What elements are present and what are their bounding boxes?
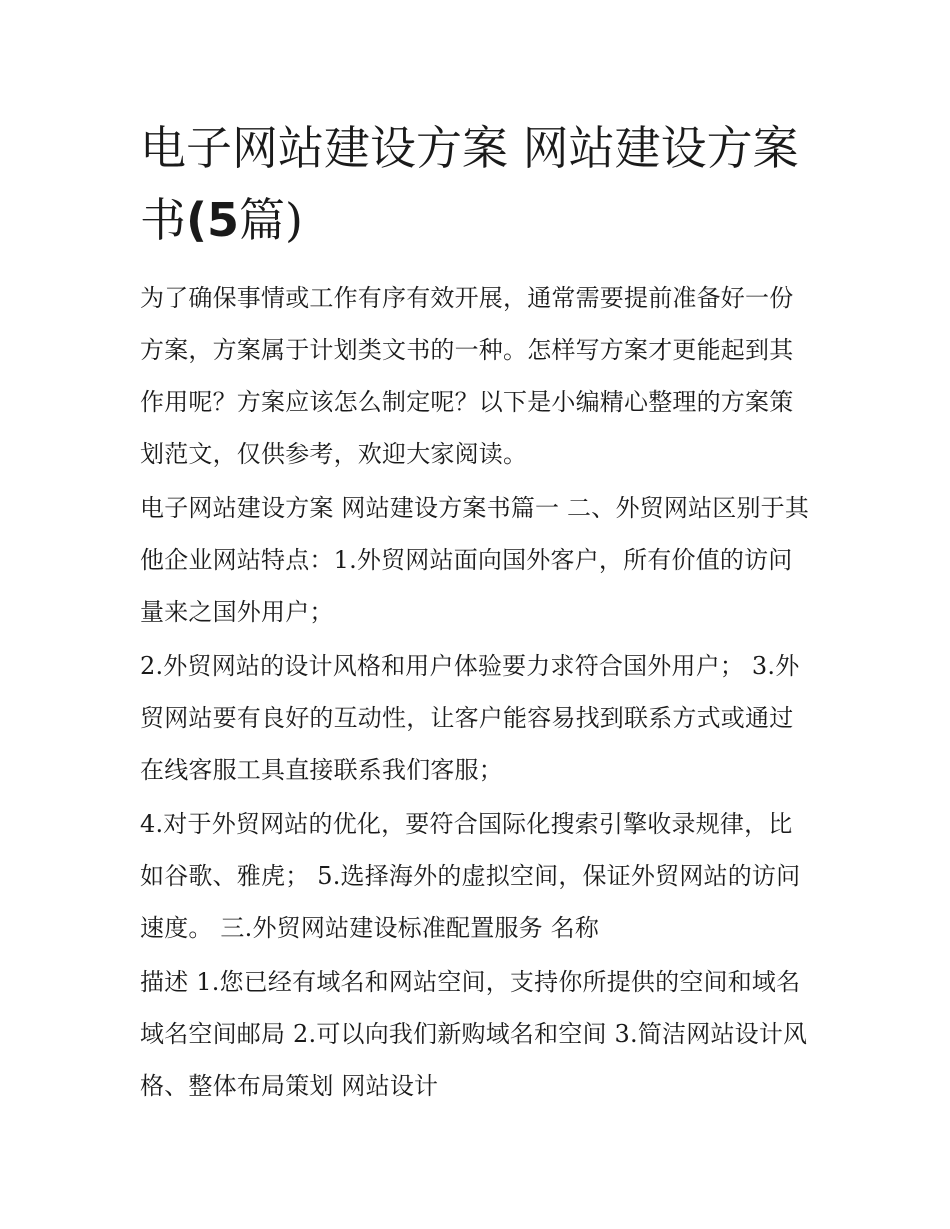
paragraph-section-2: 电子网站建设方案 网站建设方案书篇一 二、外贸网站区别于其他企业网站特点：1.外贸网站面向国外客户，所有价值的访问量来之国外用户； [140,494,810,626]
title-main-text: 电子网站建设方案 网站建设方案书 [140,121,799,247]
paragraph-intro: 为了确保事情或工作有序有效开展，通常需要提前准备好一份方案，方案属于计划类文书的一种。怎样写方案才更能起到其作用呢？方案应该怎么制定呢？以下是小编精心整理的方案策划范文，仅供参考，欢迎大家阅读。 [140,284,794,468]
document-page [140,112,812,1114]
paragraph-config-description: 描述 1.您已经有域名和网站空间，支持你所提供的空间和域名域名空间邮局 2.可以向我们新购域名和空间 3.简洁网站设计风格、整体布局策划 网站设计 [140,968,808,1100]
title-count: (5 [186,193,240,247]
paragraph-point-2-3: 2.外贸网站的设计风格和用户体验要力求符合国外用户； 3.外贸网站要有良好的互动性，让客户能容易找到联系方式或通过在线客服工具直接联系我们客服； [140,652,800,784]
paragraph-point-4-5: 4.对于外贸网站的优化，要符合国际化搜索引擎收录规律，比如谷歌、雅虎； 5.选择海外的虚拟空间，保证外贸网站的访问速度。 三.外贸网站建设标准配置服务 名称 [140,810,801,942]
document-title [140,112,812,256]
title-suffix: 篇) [239,193,303,247]
